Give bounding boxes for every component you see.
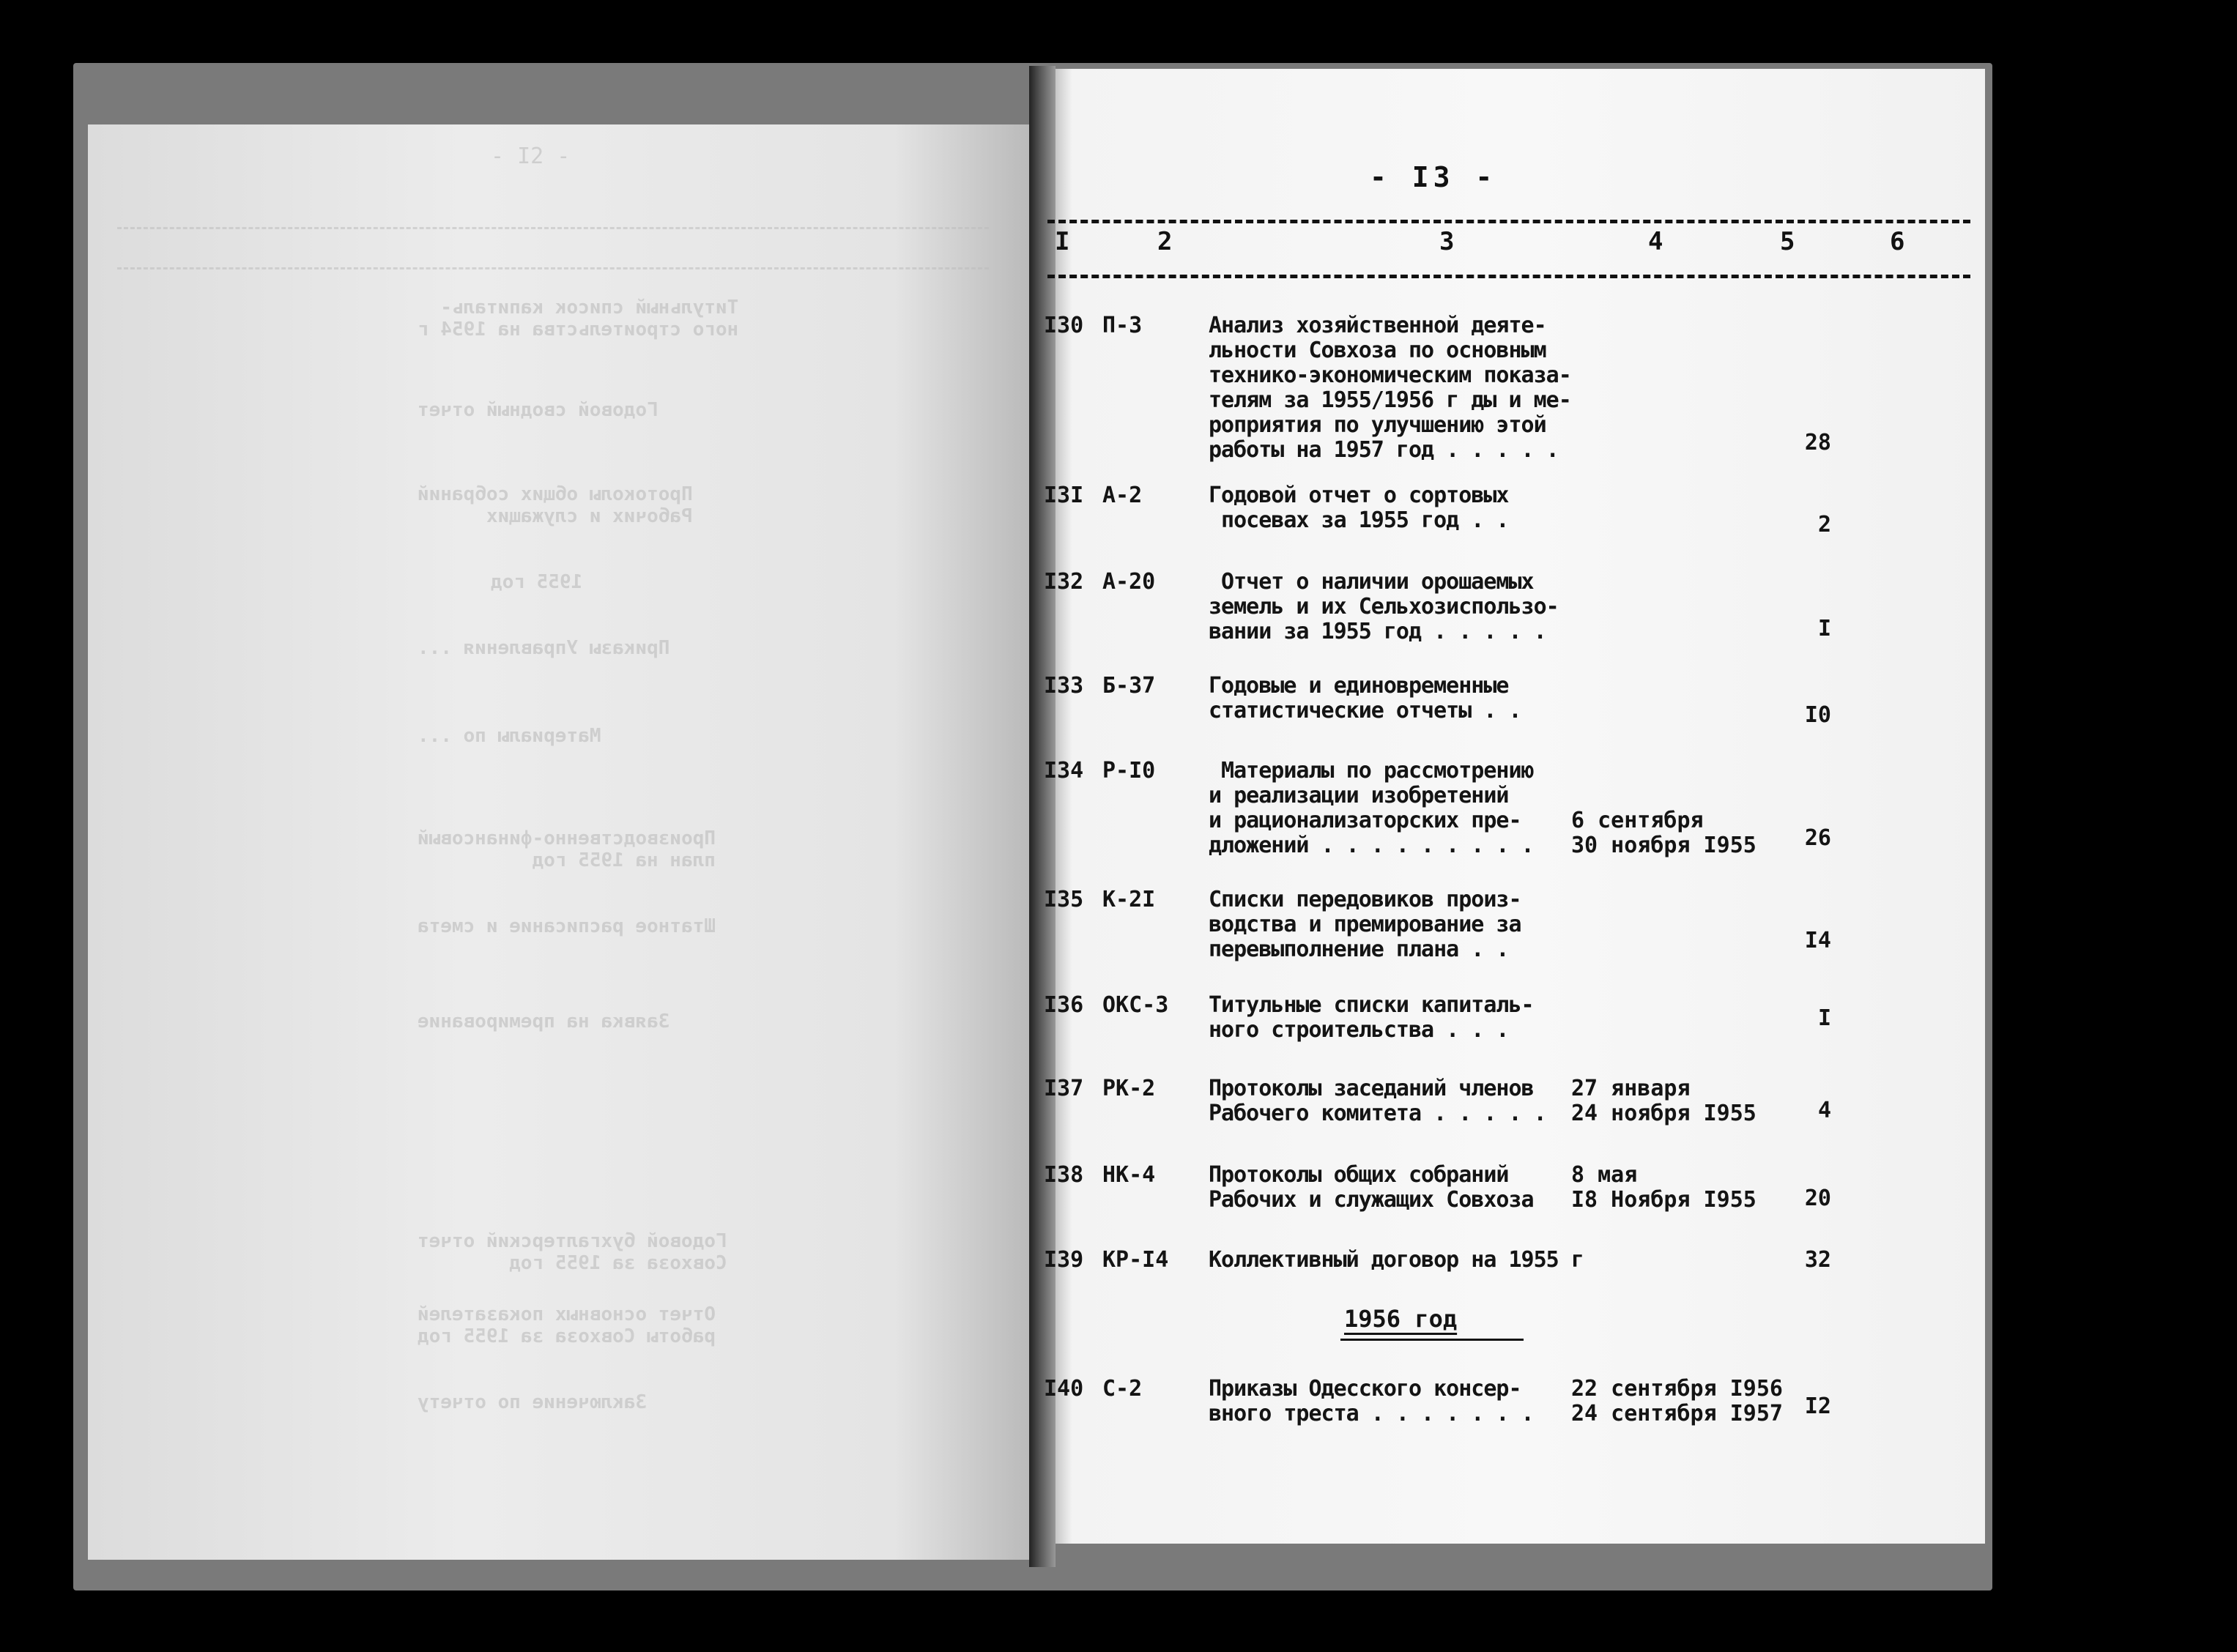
entry-sheets: I0 bbox=[1804, 702, 1831, 728]
entry-code: А-2 bbox=[1102, 483, 1143, 508]
entry-title: Списки передовиков произ- водства и премирование за перевыполнение плана . . bbox=[1209, 887, 1521, 962]
entry-sheets: I bbox=[1817, 1005, 1831, 1031]
entry-number: I3I bbox=[1044, 483, 1084, 508]
col-header-4: 4 bbox=[1648, 227, 1663, 256]
entry-dates: 22 сентября I956 24 сентября I957 bbox=[1571, 1376, 1783, 1426]
ghost-row: Титульный список капиталь- ного строительства на 1954 г bbox=[418, 297, 739, 341]
ghost-row: Протоколы общих собраний Рабочих и служащих bbox=[418, 483, 693, 527]
entry-number: I39 bbox=[1044, 1247, 1084, 1273]
entry-dates: 27 января 24 ноября I955 bbox=[1571, 1076, 1756, 1126]
ghost-row: Заключение по отчету bbox=[418, 1391, 648, 1413]
entry-code: С-2 bbox=[1102, 1376, 1143, 1402]
entry-code: КР-I4 bbox=[1102, 1247, 1169, 1273]
entry-number: I34 bbox=[1044, 758, 1084, 784]
left-page-rule-bottom bbox=[117, 267, 989, 269]
entry-sheets: 4 bbox=[1817, 1098, 1831, 1123]
col-header-1: I bbox=[1055, 227, 1070, 256]
entry-code: Р-I0 bbox=[1102, 758, 1156, 784]
entry-title: Протоколы общих собраний Рабочих и служащих Совхоза bbox=[1209, 1162, 1534, 1213]
entry-title: Годовой отчет о сортовых посевах за 1955 год . . bbox=[1209, 483, 1509, 533]
entry-code: РК-2 bbox=[1102, 1076, 1156, 1101]
left-page-rule-top bbox=[117, 227, 989, 229]
book-spine bbox=[1029, 66, 1056, 1567]
table-rule-top bbox=[1047, 220, 1970, 223]
left-page-bleedthrough bbox=[110, 132, 1018, 1523]
entry-title: Годовые и единовременные статистические отчеты . . bbox=[1209, 673, 1521, 723]
entry-title: Анализ хозяйственной деяте- льности Совхоза по основным технико-экономическим показа- телям за 1955/1956 г ды и ме- роприятия по улучшению этой работы на 1957 год . . . . . bbox=[1209, 313, 1571, 463]
col-header-3: 3 bbox=[1439, 227, 1455, 256]
entry-sheets: 28 bbox=[1804, 430, 1831, 455]
entry-sheets: I bbox=[1817, 616, 1831, 641]
entry-number: I37 bbox=[1044, 1076, 1084, 1101]
entry-sheets: 20 bbox=[1804, 1186, 1831, 1211]
ghost-row: Годовой сводный отчет bbox=[418, 399, 659, 421]
entry-number: I30 bbox=[1044, 313, 1084, 338]
ghost-row: Отчет основных показателей работы Совхоза за 1955 год bbox=[418, 1303, 716, 1347]
entry-sheets: I2 bbox=[1804, 1394, 1831, 1419]
section-year-header: 1956 год bbox=[1344, 1305, 1458, 1333]
entry-sheets: I4 bbox=[1804, 928, 1831, 953]
entry-number: I32 bbox=[1044, 569, 1084, 595]
col-header-5: 5 bbox=[1780, 227, 1795, 256]
ghost-row: Заявка на премирование bbox=[418, 1011, 670, 1032]
entry-code: К-2I bbox=[1102, 887, 1156, 912]
col-header-2: 2 bbox=[1157, 227, 1173, 256]
ghost-row: Годовой бухгалтерский отчет Совхоза за 1955 год bbox=[418, 1230, 727, 1274]
ghost-row: Приказы Управления ... bbox=[418, 637, 670, 659]
entry-title: Приказы Одесского консер- вного треста . . . . . . . bbox=[1209, 1376, 1534, 1426]
ghost-row: Материалы по ... bbox=[418, 725, 601, 747]
section-underline bbox=[1340, 1339, 1524, 1341]
entry-code: П-3 bbox=[1102, 313, 1143, 338]
entry-number: I33 bbox=[1044, 673, 1084, 699]
entry-number: I36 bbox=[1044, 992, 1084, 1018]
entry-title: Материалы по рассмотрению и реализации изобретений и рационализаторских пре- дложений . . . . . . . . . bbox=[1209, 758, 1534, 858]
ghost-row: 1955 год bbox=[491, 571, 583, 593]
entry-title: Титульные списки капиталь- ного строительства . . . bbox=[1209, 992, 1534, 1043]
entry-code: ОКС-3 bbox=[1102, 992, 1169, 1018]
entry-number: I38 bbox=[1044, 1162, 1084, 1188]
entry-title: Отчет о наличии орошаемых земель и их Сельхозиспользо- вании за 1955 год . . . . . bbox=[1209, 569, 1559, 644]
ghost-row: Производственно-финансовый план на 1955 год bbox=[418, 827, 716, 871]
left-page-number: - I2 - bbox=[491, 144, 571, 169]
entry-sheets: 2 bbox=[1817, 512, 1831, 537]
entry-sheets: 26 bbox=[1804, 825, 1831, 851]
entry-code: НК-4 bbox=[1102, 1162, 1156, 1188]
entry-dates: 6 сентября 30 ноября I955 bbox=[1571, 808, 1756, 858]
entry-title: Коллективный договор на 1955 г bbox=[1209, 1247, 1584, 1273]
entry-number: I40 bbox=[1044, 1376, 1084, 1402]
ghost-row: Штатное расписание и смета bbox=[418, 915, 716, 937]
entry-code: А-20 bbox=[1102, 569, 1156, 595]
page-number: - I3 - bbox=[1370, 161, 1497, 193]
entry-sheets: 32 bbox=[1804, 1247, 1831, 1273]
entry-title: Протоколы заседаний членов Рабочего комитета . . . . . bbox=[1209, 1076, 1546, 1126]
col-header-6: 6 bbox=[1890, 227, 1905, 256]
entry-number: I35 bbox=[1044, 887, 1084, 912]
entry-code: Б-37 bbox=[1102, 673, 1156, 699]
table-rule-bottom bbox=[1047, 275, 1970, 278]
entry-dates: 8 мая I8 Ноября I955 bbox=[1571, 1162, 1756, 1213]
